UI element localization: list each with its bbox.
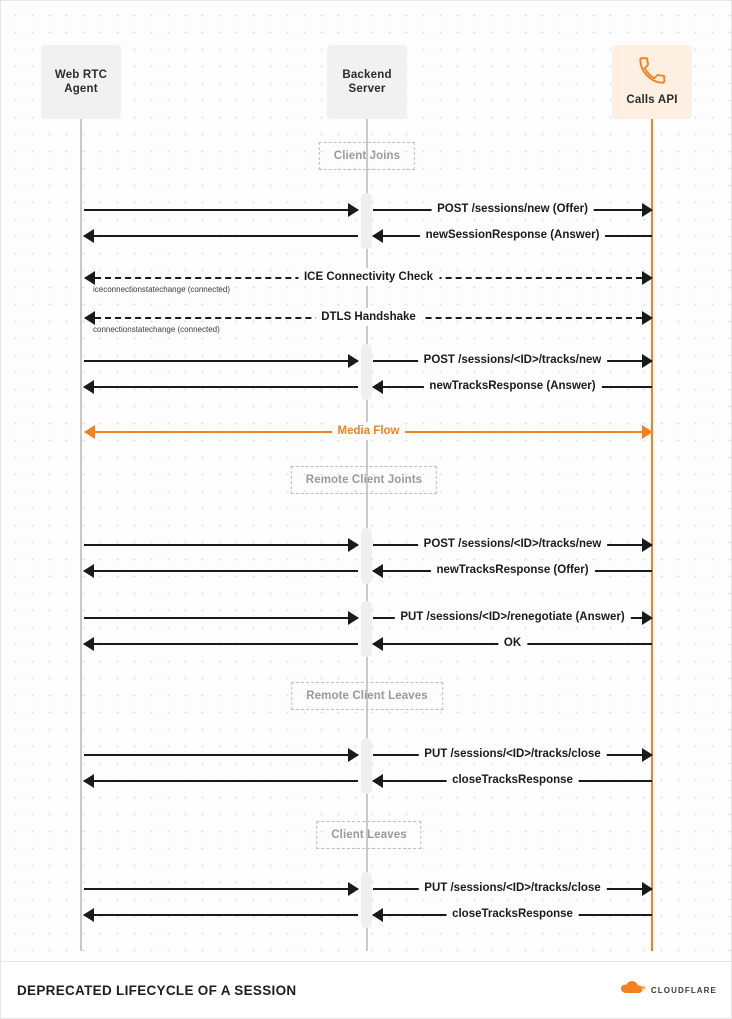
arrowhead-right-icon [642, 311, 653, 325]
arrowhead-left-icon [84, 425, 95, 439]
actor-webrtc-agent-line1: Web RTC [54, 68, 108, 81]
message-arrow-ok [373, 635, 652, 653]
message-label: Media Flow [332, 422, 406, 440]
message-line [84, 643, 358, 645]
message-arrow-post-tracks-new-left [84, 352, 358, 370]
message-line [84, 888, 358, 890]
arrowhead-right-icon [642, 271, 653, 285]
lifeline-webrtc-agent [80, 45, 82, 951]
message-label: DTLS Handshake [315, 308, 422, 326]
message-label: newTracksResponse (Answer) [423, 377, 601, 395]
message-line [84, 780, 358, 782]
arrowhead-right-icon [348, 538, 359, 552]
message-arrow-post-tracks-new-2 [373, 536, 652, 554]
arrowhead-left-icon [372, 380, 383, 394]
message-arrow-ice-connectivity-check [85, 269, 652, 294]
activation-bar [361, 738, 372, 794]
message-arrow-post-sessions-new [373, 201, 652, 219]
phone-icon [637, 57, 667, 89]
arrowhead-right-icon [642, 425, 653, 439]
lifeline-backend-server [366, 45, 368, 951]
message-arrow-media-flow [85, 423, 652, 441]
arrowhead-right-icon [642, 748, 653, 762]
message-line [84, 360, 358, 362]
message-arrow-post-sessions-new-left [84, 201, 358, 219]
message-arrow-close-tracks-response-2 [373, 906, 652, 924]
arrowhead-left-icon [84, 311, 95, 325]
activation-bar [361, 193, 372, 249]
message-arrow-new-tracks-response-answer-left [84, 378, 358, 396]
message-arrow-put-renegotiate [373, 609, 652, 627]
diagram-title: DEPRECATED LIFECYCLE OF A SESSION [17, 982, 297, 998]
message-label: closeTracksResponse [446, 905, 579, 923]
arrowhead-right-icon [642, 611, 653, 625]
actor-calls-api-label: Calls API [626, 94, 678, 106]
actor-webrtc-agent-line2: Agent [64, 83, 98, 95]
message-line [84, 754, 358, 756]
message-line [84, 386, 358, 388]
message-label: ICE Connectivity Check [298, 268, 439, 286]
arrowhead-left-icon [372, 229, 383, 243]
message-arrow-new-tracks-response-offer-left [84, 562, 358, 580]
actor-backend-server-line2: Server [348, 83, 386, 95]
arrowhead-left-icon [83, 564, 94, 578]
arrowhead-left-icon [372, 564, 383, 578]
cloudflare-logo [620, 981, 717, 999]
message-label: POST /sessions/<ID>/tracks/new [418, 535, 608, 553]
message-arrow-close-tracks-response-2-left [84, 906, 358, 924]
actor-webrtc-agent [41, 45, 121, 119]
lifeline-calls-api [651, 45, 653, 951]
arrowhead-left-icon [372, 637, 383, 651]
message-label: newTracksResponse (Offer) [430, 561, 594, 579]
arrowhead-right-icon [642, 203, 653, 217]
message-arrow-new-tracks-response-offer [373, 562, 652, 580]
message-line [84, 570, 358, 572]
message-arrow-put-tracks-close-2-left [84, 880, 358, 898]
activation-bar [361, 872, 372, 928]
message-label: newSessionResponse (Answer) [420, 226, 606, 244]
message-arrow-put-tracks-close [373, 746, 652, 764]
arrowhead-left-icon [372, 774, 383, 788]
arrowhead-right-icon [642, 882, 653, 896]
message-arrow-dtls-handshake [85, 309, 652, 334]
message-label: PUT /sessions/<ID>/renegotiate (Answer) [394, 608, 630, 626]
actor-calls-api [612, 45, 692, 119]
cloud-icon [620, 981, 646, 999]
arrowhead-right-icon [642, 538, 653, 552]
message-arrow-close-tracks-response-left [84, 772, 358, 790]
diagram-canvas [1, 1, 732, 963]
activation-bar [361, 528, 372, 584]
arrowhead-left-icon [83, 637, 94, 651]
message-sublabel: iceconnectionstatechange (connected) [93, 285, 230, 294]
actor-backend-server-line1: Backend [342, 68, 392, 81]
diagram-footer [1, 961, 732, 1018]
message-label: PUT /sessions/<ID>/tracks/close [418, 879, 606, 897]
cloudflare-wordmark: CLOUDFLARE [650, 985, 717, 995]
message-arrow-ok-left [84, 635, 358, 653]
phase-remote-client-joints: Remote Client Joints [291, 466, 437, 494]
message-label: POST /sessions/<ID>/tracks/new [418, 351, 608, 369]
message-arrow-new-session-response [373, 227, 652, 245]
phase-client-leaves: Client Leaves [316, 821, 421, 849]
arrowhead-right-icon [348, 748, 359, 762]
arrowhead-right-icon [348, 203, 359, 217]
message-label: PUT /sessions/<ID>/tracks/close [418, 745, 606, 763]
message-line [84, 235, 358, 237]
message-line [84, 209, 358, 211]
message-sublabel: connectionstatechange (connected) [93, 325, 220, 334]
message-line [84, 544, 358, 546]
message-arrow-put-renegotiate-left [84, 609, 358, 627]
arrowhead-right-icon [348, 354, 359, 368]
phase-client-joins: Client Joins [319, 142, 415, 170]
message-arrow-new-session-response-left [84, 227, 358, 245]
arrowhead-right-icon [348, 882, 359, 896]
actor-backend-server [327, 45, 407, 119]
arrowhead-right-icon [642, 354, 653, 368]
message-arrow-new-tracks-response-answer [373, 378, 652, 396]
message-line [84, 617, 358, 619]
activation-bar [361, 601, 372, 657]
arrowhead-left-icon [84, 271, 95, 285]
message-label: POST /sessions/new (Offer) [431, 200, 594, 218]
message-label: closeTracksResponse [446, 771, 579, 789]
message-arrow-put-tracks-close-2 [373, 880, 652, 898]
arrowhead-left-icon [83, 774, 94, 788]
message-line [84, 914, 358, 916]
message-arrow-post-tracks-new [373, 352, 652, 370]
arrowhead-left-icon [83, 229, 94, 243]
phase-remote-client-leaves: Remote Client Leaves [291, 682, 443, 710]
arrowhead-left-icon [372, 908, 383, 922]
arrowhead-left-icon [83, 380, 94, 394]
message-arrow-post-tracks-new-2-left [84, 536, 358, 554]
arrowhead-right-icon [348, 611, 359, 625]
message-label: OK [498, 634, 527, 652]
arrowhead-left-icon [83, 908, 94, 922]
message-arrow-put-tracks-close-left [84, 746, 358, 764]
message-arrow-close-tracks-response [373, 772, 652, 790]
activation-bar [361, 344, 372, 400]
